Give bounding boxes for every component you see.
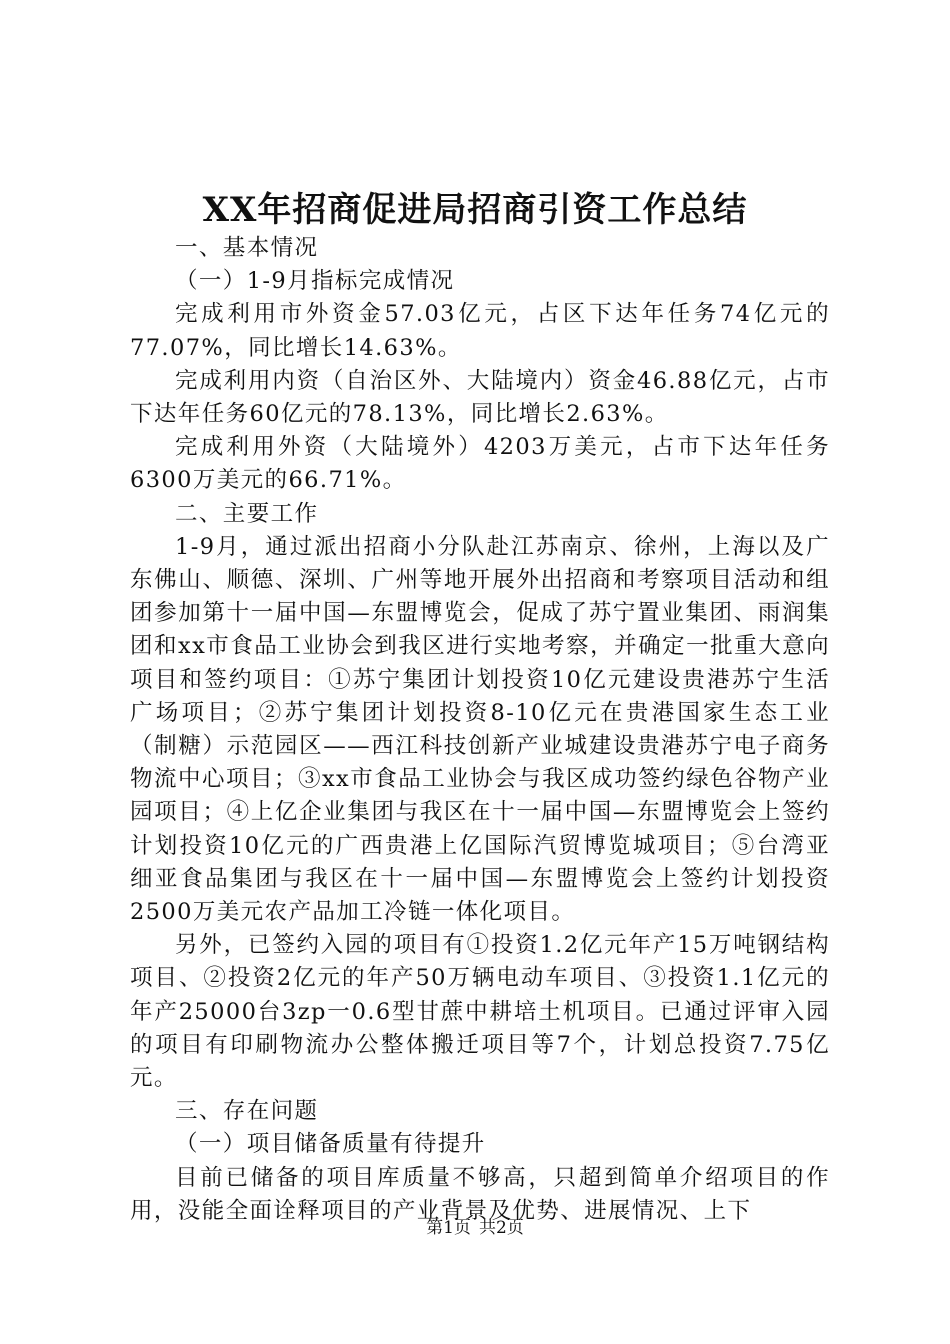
document-body <box>130 232 830 1228</box>
section-heading-basic: 一、基本情况 <box>175 235 319 261</box>
section-heading-problems: 三、存在问题 <box>175 1098 319 1125</box>
subsection-heading-project-quality: （一）项目储备质量有待提升 <box>175 1131 486 1158</box>
subsection-heading-indicators: （一）1-9月指标完成情况 <box>175 268 455 295</box>
page-number-total: 共2页 <box>479 1218 524 1238</box>
page-number-current: 第1页 <box>426 1218 471 1238</box>
page-footer <box>0 1216 950 1240</box>
section-heading-main-work: 二、主要工作 <box>175 500 319 527</box>
paragraph-foreign-funds: 完成利用外资（大陆境外）4203万美元，占市下达年任务6300万美元的66.71%。 <box>130 434 830 494</box>
paragraph-external-funds: 完成利用市外资金57.03亿元，占区下达年任务74亿元的77.07%，同比增长14.63%。 <box>130 301 830 361</box>
paragraph-project-quality: 目前已储备的项目库质量不够高，只超到简单介绍项目的作用，没能全面诠释项目的产业背景及优势、进展情况、上下 <box>130 1164 830 1224</box>
paragraph-main-work: 1-9月，通过派出招商小分队赴江苏南京、徐州，上海以及广东佛山、顺德、深圳、广州等地开展外出招商和考察项目活动和组团参加第十一届中国—东盟博览会，促成了苏宁置业集团、雨润集团和xx市食品工业协会到我区进行实地考察，并确定一批重大意向项目和签约项目：①苏宁集团计划投资10亿元建设贵港苏宁生活广场项目；②苏宁集团计划投资8-10亿元在贵港国家生态工业（制糖）示范园区——西江科技创新产业城建设贵港苏宁电子商务物流中心项目；③xx市食品工业协会与我区成功签约绿色谷物产业园项目；④上亿企业集团与我区在十一届中国—东盟博览会上签约计划投资10亿元的广西贵港上亿国际汽贸博览城项目；⑤台湾亚细亚食品集团与我区在十一届中国—东盟博览会上签约计划投资2500万美元农产品加工冷链一体化项目。 <box>130 533 830 926</box>
paragraph-domestic-funds: 完成利用内资（自治区外、大陆境内）资金46.88亿元，占市下达年任务60亿元的78.13%，同比增长2.63%。 <box>130 367 830 428</box>
document-title: XX年招商促进局招商引资工作总结 <box>202 190 748 230</box>
paragraph-signed-projects: 另外，已签约入园的项目有①投资1.2亿元年产15万吨钢结构项目、②投资2亿元的年产50万辆电动车项目、③投资1.1亿元的年产25000台3zp一0.6型甘蔗中耕培土机项目。已通过评审入园的项目有印刷物流办公整体搬迁项目等7个，计划总投资7.75亿元。 <box>130 932 830 1092</box>
